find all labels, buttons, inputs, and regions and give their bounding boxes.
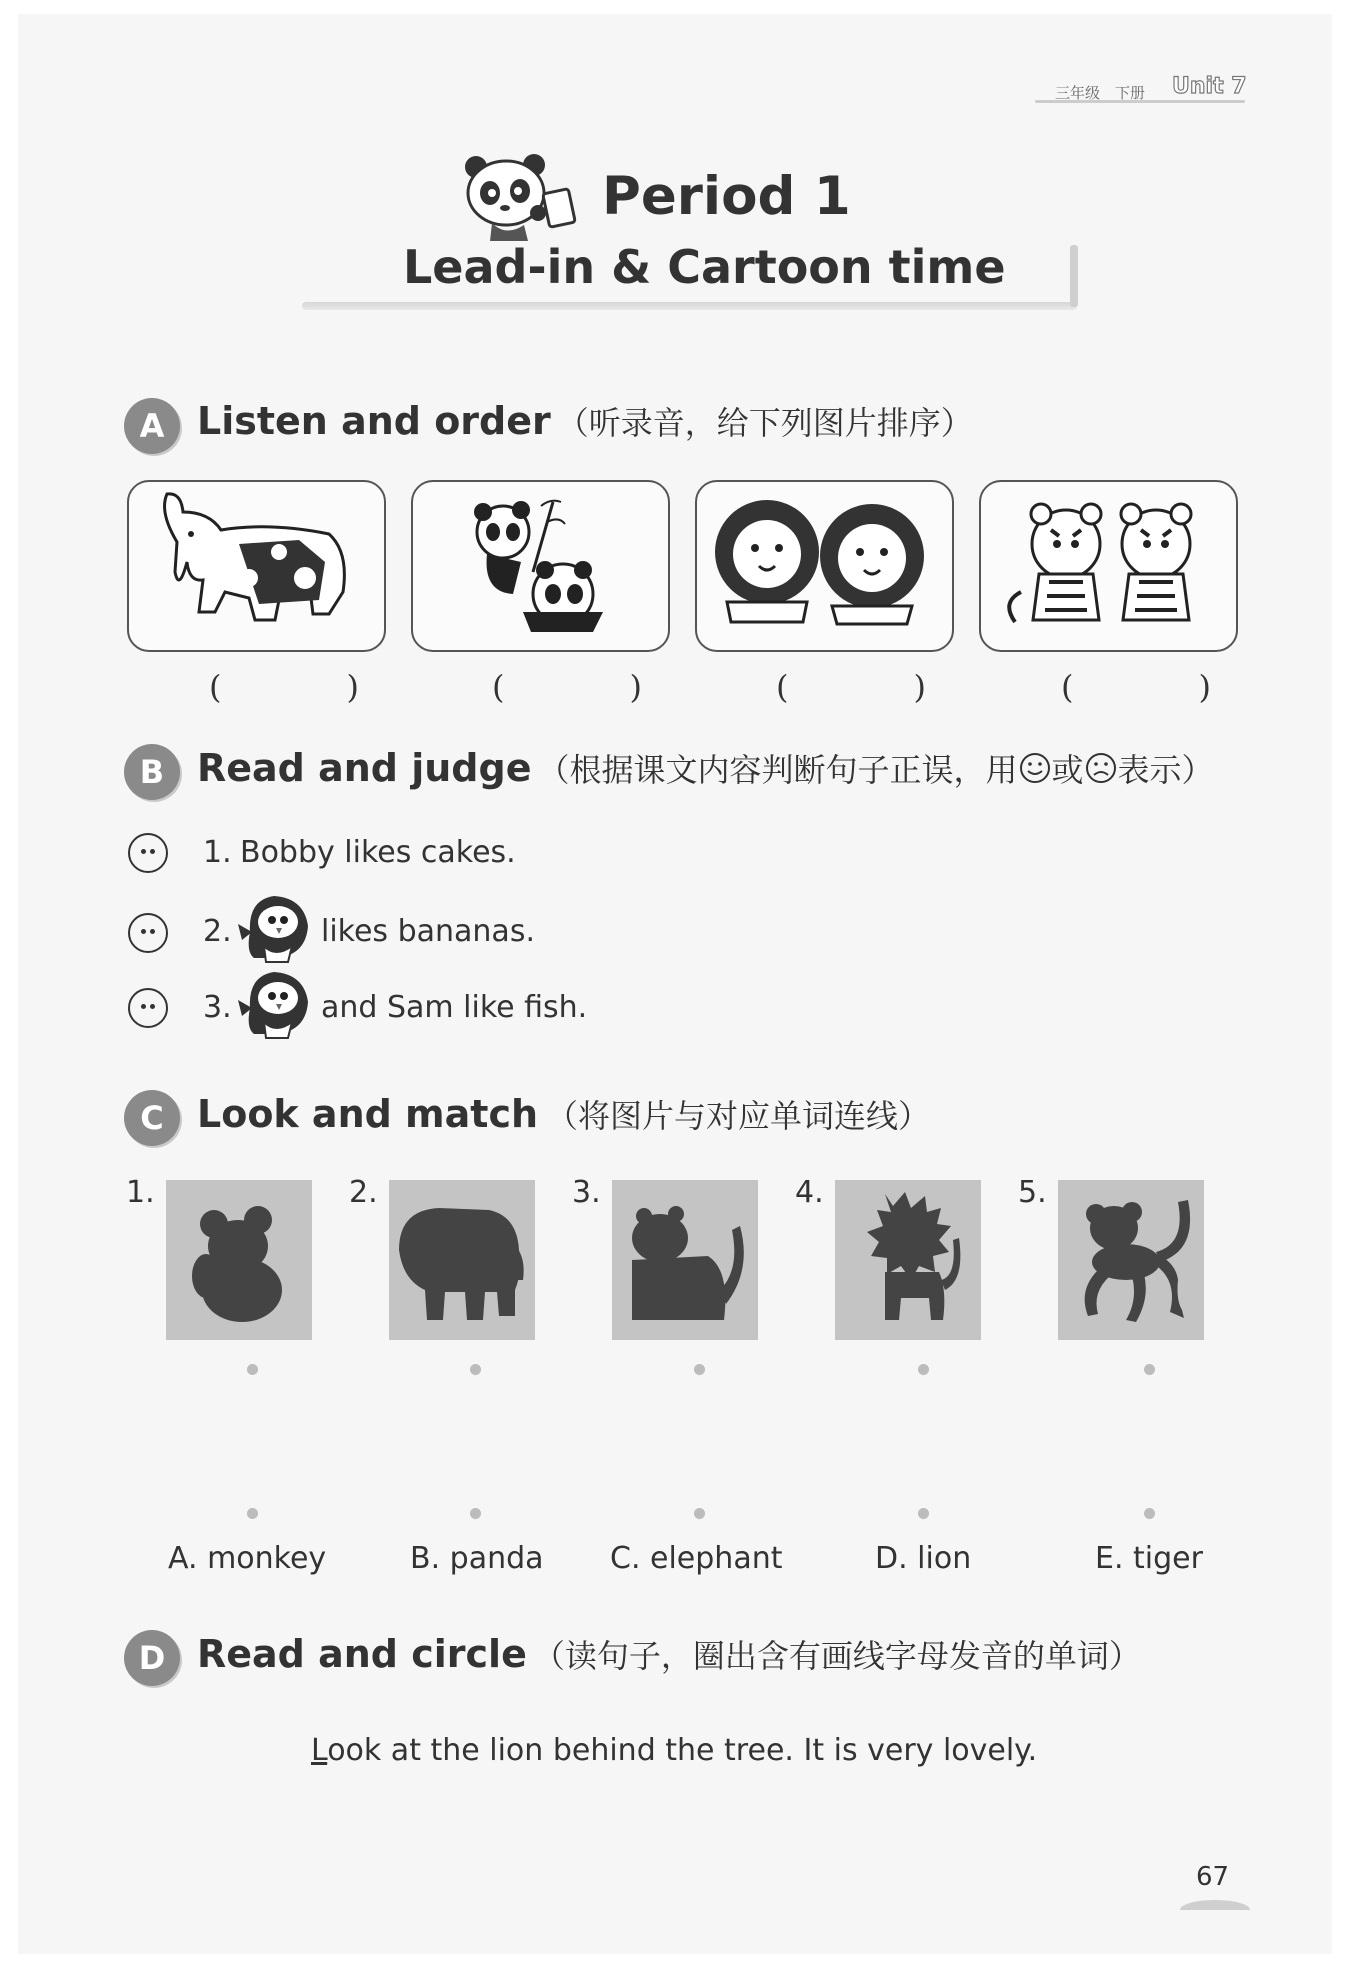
judge-item-1-text: Bobby likes cakes.	[240, 835, 516, 870]
paren-close: )	[1198, 668, 1211, 706]
monkey-silhouette-icon	[1058, 1180, 1204, 1340]
title-underline	[302, 302, 1077, 310]
section-b-instruction-post: 表示）	[1117, 751, 1214, 789]
judge-item-3-num: 3.	[203, 990, 232, 1025]
section-a-heading	[197, 398, 973, 444]
match-dot-bottom-4[interactable]	[918, 1508, 929, 1519]
match-word-b: B. panda	[410, 1541, 544, 1576]
tiger-icon	[981, 482, 1236, 650]
match-word-a: A. monkey	[168, 1541, 327, 1576]
match-dot-bottom-3[interactable]	[694, 1508, 705, 1519]
sad-face-icon	[1084, 751, 1118, 785]
match-num-1: 1.	[126, 1175, 155, 1210]
section-b-instruction-mid: 或	[1051, 751, 1084, 789]
picture-box-3	[695, 480, 954, 652]
section-b-title: Read and judge	[197, 746, 532, 790]
section-b-instruction-pre: （根据课文内容判断句子正误，用	[537, 751, 1018, 789]
paren-open: (	[1061, 668, 1074, 706]
circle-sentence	[311, 1733, 1037, 1768]
section-d-instruction: （读句子，圈出含有画线字母发音的单词）	[532, 1637, 1141, 1675]
match-num-5: 5.	[1018, 1175, 1047, 1210]
sentence-rest: ook at the lion behind the tree. It is very lovely.	[327, 1733, 1038, 1768]
period-title: Period 1	[602, 166, 851, 227]
match-dot-bottom-5[interactable]	[1144, 1508, 1155, 1519]
judge-face-circle-3[interactable]	[128, 988, 168, 1028]
paren-open: (	[492, 668, 505, 706]
header-unit: Unit 7	[1172, 74, 1247, 99]
page-number: 67	[1196, 1862, 1230, 1892]
match-word-c: C. elephant	[610, 1541, 783, 1576]
match-picture-1	[166, 1180, 312, 1340]
match-picture-2	[389, 1180, 535, 1340]
judge-item-1-num: 1.	[203, 835, 232, 870]
underlined-letter: L	[311, 1733, 328, 1768]
match-dot-bottom-1[interactable]	[247, 1508, 258, 1519]
header-semester: 下册	[1115, 84, 1146, 102]
section-c-heading	[197, 1091, 930, 1137]
match-num-3: 3.	[572, 1175, 601, 1210]
section-c-title: Look and match	[197, 1092, 539, 1136]
match-dot-bottom-2[interactable]	[470, 1508, 481, 1519]
paren-close: )	[913, 668, 926, 706]
picture-box-2	[411, 480, 670, 652]
match-picture-5	[1058, 1180, 1204, 1340]
lion-icon	[697, 482, 952, 650]
picture-box-4	[979, 480, 1238, 652]
panda-mascot-icon	[462, 153, 582, 249]
section-d-heading	[197, 1631, 1141, 1677]
section-c-instruction: （将图片与对应单词连线）	[546, 1097, 931, 1135]
match-picture-4	[835, 1180, 981, 1340]
judge-face-circle-1[interactable]	[128, 833, 168, 873]
match-picture-3	[612, 1180, 758, 1340]
section-a-badge: A	[124, 398, 180, 454]
match-dot-top-1[interactable]	[247, 1364, 258, 1375]
tiger-silhouette-icon	[612, 1180, 758, 1340]
answer-paren-2[interactable]	[492, 668, 642, 706]
panda-icon	[413, 482, 668, 650]
happy-face-icon	[1018, 751, 1052, 785]
match-dot-top-2[interactable]	[470, 1364, 481, 1375]
elephant-silhouette-icon	[389, 1180, 535, 1340]
answer-paren-4[interactable]	[1061, 668, 1211, 706]
judge-item-2-num: 2.	[203, 914, 232, 949]
section-d-badge: D	[124, 1630, 180, 1686]
section-c-badge: C	[124, 1090, 180, 1146]
lesson-title: Lead-in & Cartoon time	[403, 240, 1006, 294]
judge-face-circle-2[interactable]	[128, 913, 168, 953]
elephant-icon	[129, 482, 384, 650]
header-grade: 三年级	[1055, 84, 1101, 102]
paren-close: )	[346, 668, 359, 706]
panda-silhouette-icon	[166, 1180, 312, 1340]
section-d-title: Read and circle	[197, 1632, 527, 1676]
match-word-e: E. tiger	[1095, 1541, 1203, 1576]
penguin-icon	[236, 968, 312, 1044]
section-a-title: Listen and order	[197, 399, 551, 443]
penguin-icon	[236, 892, 312, 968]
title-bracket	[1070, 245, 1078, 307]
judge-item-2-text: likes bananas.	[321, 914, 535, 949]
match-dot-top-3[interactable]	[694, 1364, 705, 1375]
match-num-2: 2.	[349, 1175, 378, 1210]
answer-paren-1[interactable]	[209, 668, 359, 706]
match-dot-top-4[interactable]	[918, 1364, 929, 1375]
match-word-d: D. lion	[875, 1541, 972, 1576]
paren-open: (	[776, 668, 789, 706]
paren-open: (	[209, 668, 222, 706]
picture-box-1	[127, 480, 386, 652]
section-a-instruction: （听录音，给下列图片排序）	[556, 404, 973, 442]
judge-item-3-text: and Sam like fish.	[321, 990, 588, 1025]
paren-close: )	[629, 668, 642, 706]
answer-paren-3[interactable]	[776, 668, 926, 706]
lion-silhouette-icon	[835, 1180, 981, 1340]
section-b-badge: B	[124, 744, 180, 800]
section-b-heading	[197, 745, 1214, 791]
match-num-4: 4.	[795, 1175, 824, 1210]
match-dot-top-5[interactable]	[1144, 1364, 1155, 1375]
